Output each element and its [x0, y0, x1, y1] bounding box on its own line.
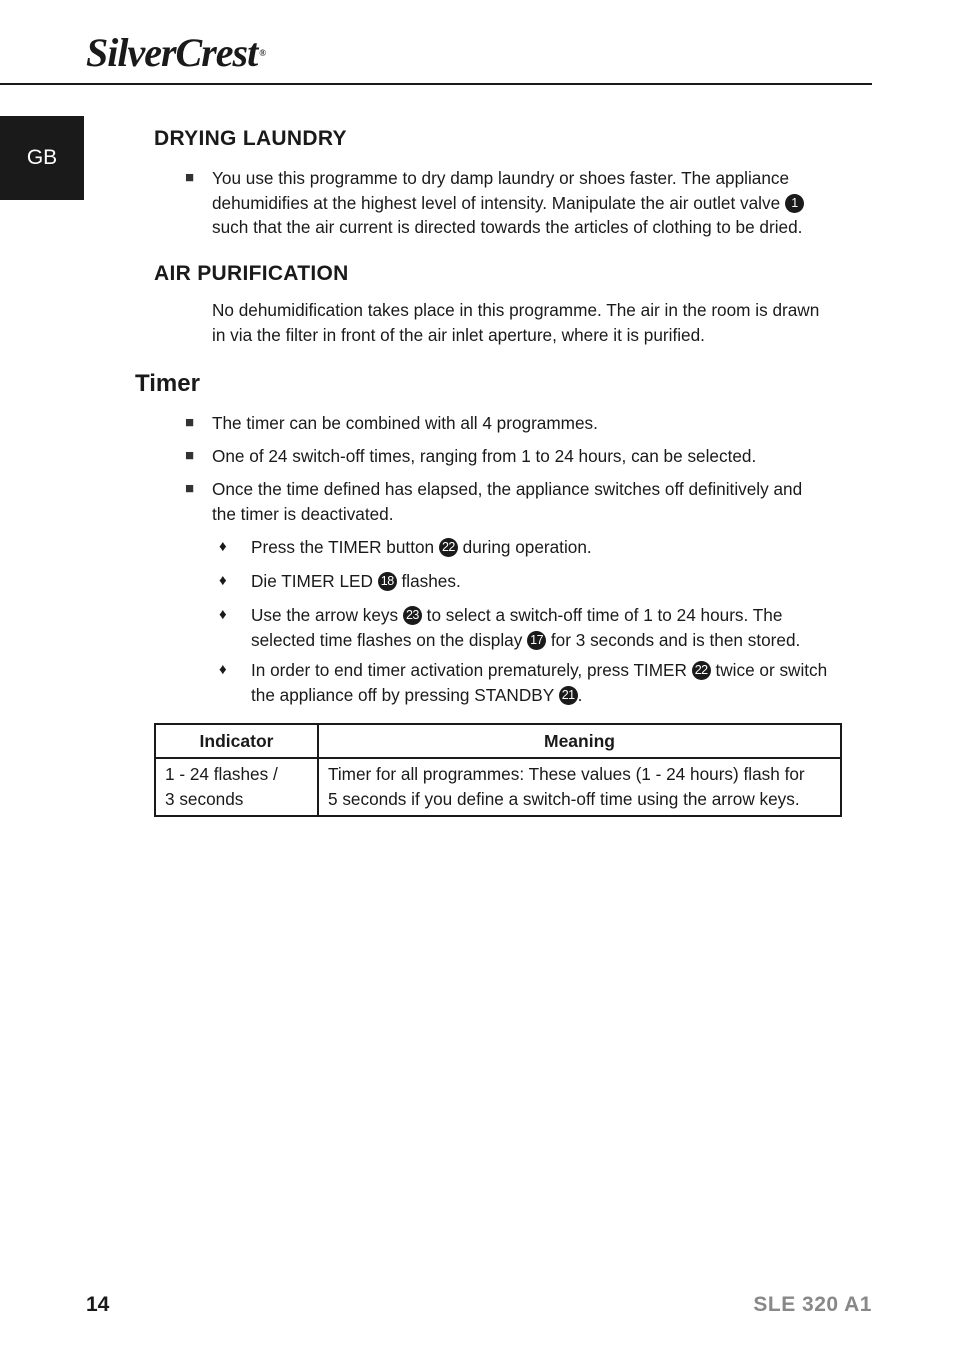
reference-number-badge: 18	[378, 572, 397, 591]
text-span: flashes.	[401, 571, 461, 591]
bullet-marker: ■	[185, 169, 195, 186]
table-cell-meaning	[318, 758, 841, 816]
text-line: the timer is deactivated.	[212, 503, 394, 524]
text-line	[251, 603, 871, 628]
text-span: Press the TIMER button	[251, 537, 435, 557]
text-line: 3 seconds	[165, 788, 244, 809]
text-span: twice or switch	[715, 660, 828, 680]
timer-bullet-2: One of 24 switch-off times, ranging from 1 to 24 hours, can be selected.	[212, 446, 757, 466]
text-line: You use this programme to dry damp laundry or shoes faster. The appliance	[212, 168, 790, 188]
section-heading-drying-laundry: DRYING LAUNDRY	[154, 127, 347, 150]
section-heading-air-purification: AIR PURIFICATION	[154, 262, 349, 285]
reference-number-badge: 22	[692, 661, 711, 680]
text-span: .	[577, 684, 583, 705]
table-row	[155, 758, 841, 816]
timer-step-4	[251, 658, 871, 707]
text-line: Timer for all programmes: These values (1 - 24 hours) flash for	[328, 764, 805, 784]
timer-bullet-1: The timer can be combined with all 4 programmes.	[212, 413, 598, 433]
bullet-marker: ■	[185, 480, 195, 497]
brand-name: SilverCrest	[86, 30, 258, 75]
section-heading-timer: Timer	[135, 370, 200, 397]
text-span: the appliance off by pressing STANDBY	[251, 684, 554, 705]
text-span: selected time flashes on the display	[251, 629, 523, 650]
brand-logo	[86, 30, 265, 75]
header-rule	[0, 83, 872, 85]
bullet-marker: ■	[185, 447, 195, 464]
step-marker: ♦	[219, 661, 227, 678]
text-span: for 3 seconds and is then stored.	[550, 629, 801, 650]
table-header-indicator: Indicator	[155, 724, 318, 758]
timer-step-3	[251, 603, 871, 652]
reference-number-badge: 1	[785, 194, 804, 213]
trademark-symbol: ®	[259, 48, 265, 58]
language-tab-label: GB	[26, 146, 58, 169]
text-span: In order to end timer activation prematurely, press TIMER	[251, 660, 687, 680]
text-line: 1 - 24 flashes /	[165, 764, 278, 784]
step-marker: ♦	[219, 572, 227, 589]
text-span: Use the arrow keys	[251, 605, 399, 625]
model-number: SLE 320 A1	[753, 1293, 872, 1316]
table-header-meaning: Meaning	[318, 724, 841, 758]
reference-number-badge: 22	[439, 538, 458, 557]
table-cell-indicator	[155, 758, 318, 816]
text-line: in via the filter in front of the air inlet aperture, where it is purified.	[212, 324, 705, 345]
timer-step-1	[251, 535, 592, 560]
step-marker: ♦	[219, 538, 227, 555]
page-number: 14	[86, 1293, 110, 1316]
text-line	[251, 628, 871, 653]
text-line: No dehumidification takes place in this programme. The air in the room is drawn	[212, 300, 820, 320]
text-line	[212, 191, 852, 216]
timer-bullet-3	[212, 477, 852, 526]
air-purification-text	[212, 298, 852, 347]
text-line: Once the time defined has elapsed, the appliance switches off definitively and	[212, 479, 803, 499]
text-span: to select a switch-off time of 1 to 24 hours. The	[426, 605, 783, 625]
text-line: such that the air current is directed towards the articles of clothing to be dried.	[212, 217, 803, 237]
step-marker: ♦	[219, 606, 227, 623]
indicator-table	[154, 723, 842, 817]
reference-number-badge: 17	[527, 631, 546, 650]
language-tab	[0, 116, 84, 200]
text-line: 5 seconds if you define a switch-off time using the arrow keys.	[328, 788, 800, 809]
timer-step-2	[251, 569, 461, 594]
bullet-marker: ■	[185, 414, 195, 431]
reference-number-badge: 21	[559, 686, 578, 705]
text-span: Die TIMER LED	[251, 571, 373, 591]
text-line	[251, 683, 871, 708]
text-line	[251, 658, 871, 683]
text-span: during operation.	[462, 537, 592, 557]
reference-number-badge: 23	[403, 606, 422, 625]
drying-laundry-text	[212, 166, 852, 240]
table-header-row	[155, 724, 841, 758]
text-span: dehumidifies at the highest level of intensity. Manipulate the air outlet valve	[212, 192, 781, 213]
